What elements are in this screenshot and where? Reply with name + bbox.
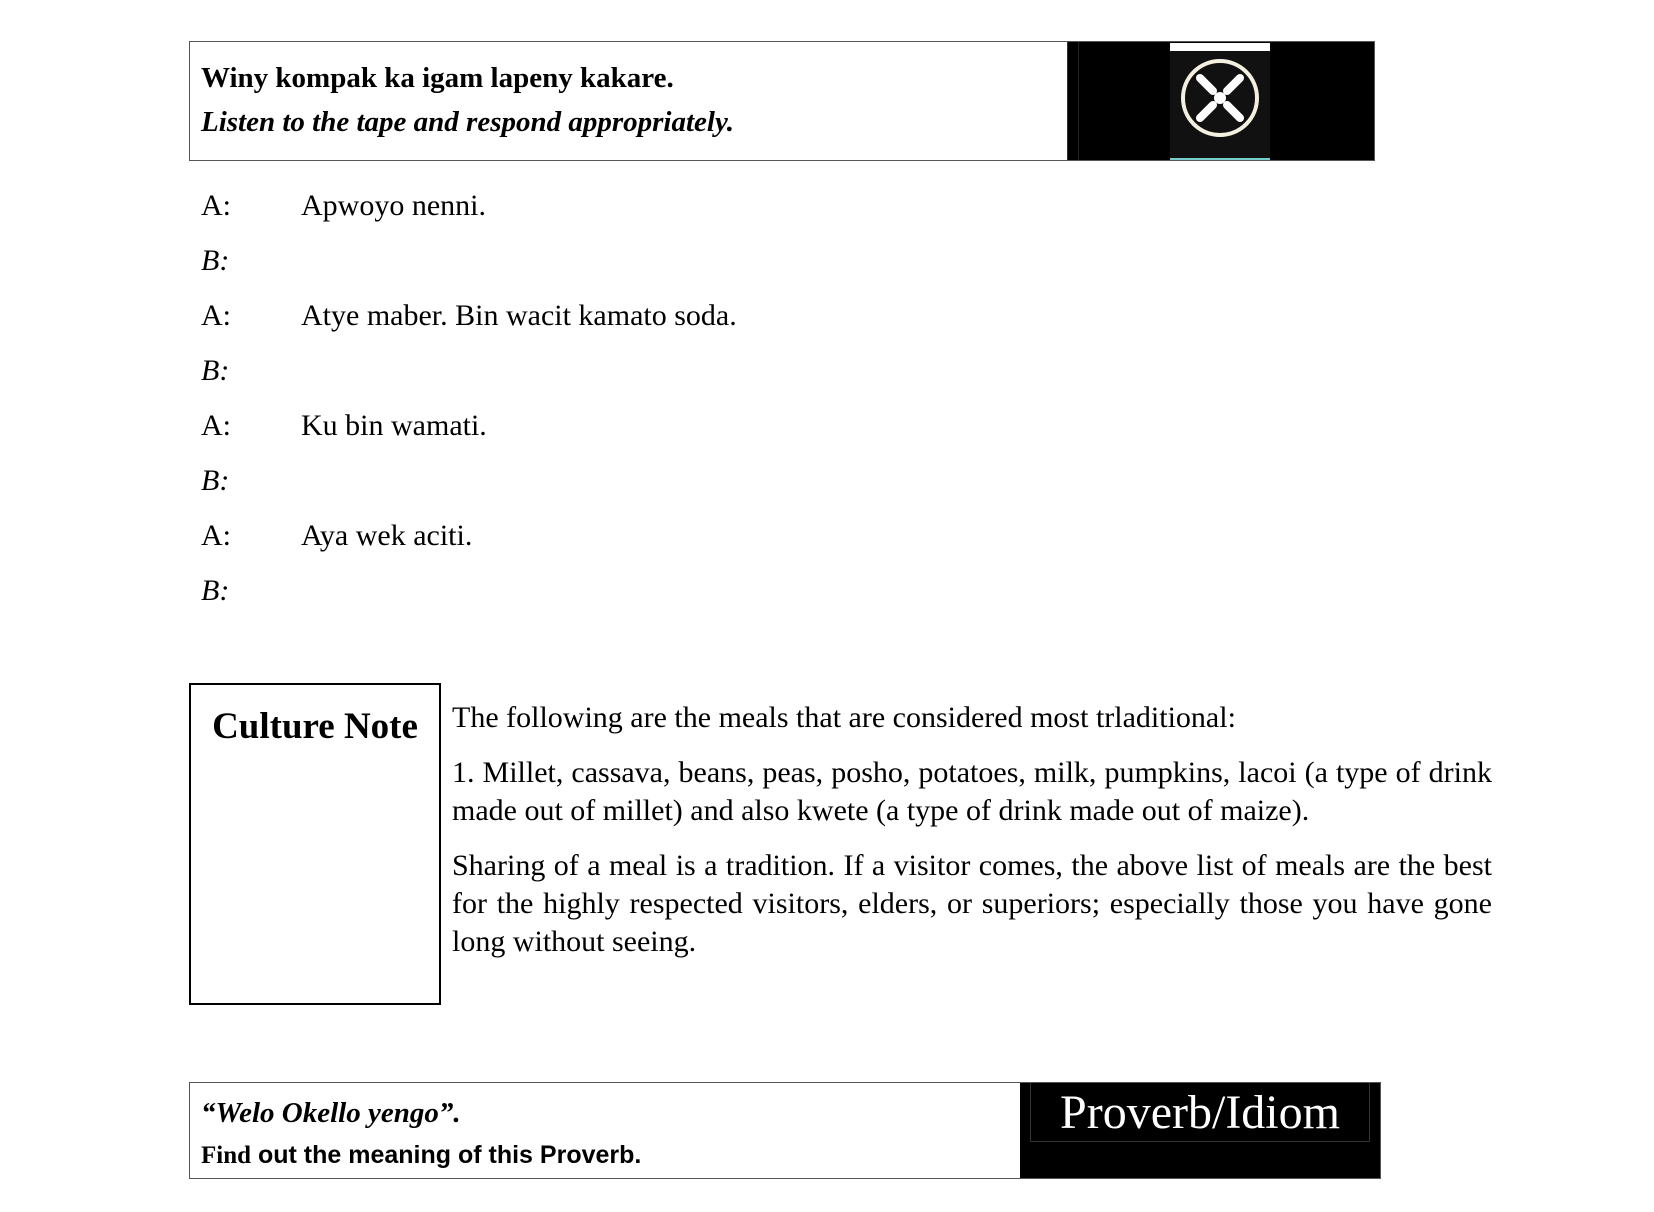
instruction-icon-cell: [1067, 42, 1374, 160]
speaker-label: A:: [201, 298, 231, 332]
speaker-label: A:: [201, 408, 231, 442]
speaker-label: B:: [201, 353, 230, 387]
cell-divider: [1078, 42, 1079, 160]
proverb-label-cell: [1020, 1083, 1380, 1178]
culture-note-paragraph: Sharing of a meal is a tradition. If a visitor comes, the above list of meals are the best for the highly respected visitors, elders, or superiors; especially those you have gone long without seeing.: [452, 849, 1492, 958]
dialogue-line: [201, 288, 737, 343]
speaker-label: A:: [201, 518, 231, 552]
dialogue-text: Aya wek aciti.: [301, 518, 473, 552]
culture-note-label-box: [189, 683, 441, 1005]
culture-note-paragraph: The following are the meals that are considered most trladitional:: [452, 701, 1236, 734]
dialogue-line: [201, 508, 737, 563]
instruction-title: Winy kompak ka igam lapeny kakare.: [201, 62, 674, 94]
instruction-subtitle: Listen to the tape and respond appropriately.: [201, 106, 735, 138]
dialogue-line: [201, 453, 737, 508]
proverb-label: Proverb/Idiom: [1060, 1085, 1340, 1139]
dialogue-line: [201, 563, 737, 618]
dialogue-line: [201, 398, 737, 453]
culture-note-heading: Culture Note: [212, 706, 418, 747]
proverb-box: [189, 1082, 1381, 1179]
dialogue-line: [201, 178, 737, 233]
dialogue-line: [201, 343, 737, 398]
instruction-box: [189, 41, 1375, 161]
dialogue-text: Atye maber. Bin wacit kamato soda.: [301, 298, 737, 332]
proverb-quote: “Welo Okello yengo”.: [201, 1097, 461, 1129]
dialogue-list: [201, 178, 737, 618]
proverb-task: [201, 1137, 1009, 1174]
tape-reel-icon: [1170, 43, 1270, 160]
culture-note-body: [452, 699, 1492, 978]
dialogue-text: Ku bin wamati.: [301, 408, 487, 442]
proverb-task-rest: out the meaning of this Proverb.: [251, 1141, 642, 1169]
speaker-label: B:: [201, 463, 230, 497]
speaker-label: B:: [201, 243, 230, 277]
proverb-task-first-word: Find: [201, 1142, 252, 1169]
instruction-text: [190, 42, 1067, 160]
speaker-label: B:: [201, 573, 230, 607]
proverb-text: [190, 1083, 1020, 1178]
dialogue-line: [201, 233, 737, 288]
culture-note-paragraph: 1. Millet, cassava, beans, peas, posho, potatoes, milk, pumpkins, lacoi (a type of drink made out of millet) and also kwete (a type of drink made out of maize).: [452, 756, 1492, 827]
dialogue-text: Apwoyo nenni.: [301, 188, 486, 222]
speaker-label: A:: [201, 188, 231, 222]
proverb-label-frame: [1030, 1083, 1370, 1142]
